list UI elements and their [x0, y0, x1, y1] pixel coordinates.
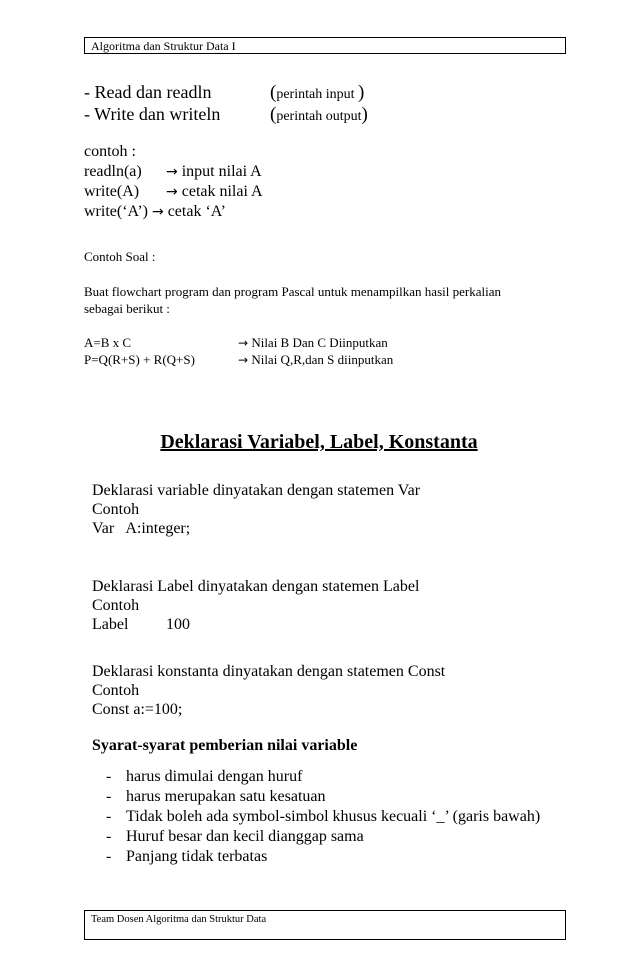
write-line: [84, 104, 220, 125]
arrow-right-icon: →: [166, 184, 178, 200]
contoh-code-3: write(‘A’) → cetak ‘A’: [84, 203, 226, 220]
write-note: (perintah output): [270, 104, 368, 125]
list-item: - Huruf besar dan kecil dianggap sama: [106, 828, 364, 845]
page-header: [84, 37, 566, 54]
list-item: - harus dimulai dengan huruf: [106, 768, 303, 785]
read-label: - Read dan readln: [84, 82, 212, 102]
formula-2-expr: P=Q(R+S) + R(Q+S): [84, 352, 195, 367]
soal-text-2: sebagai berikut :: [84, 301, 170, 316]
arrow-right-icon: →: [238, 336, 249, 350]
const-line-3: Const a:=100;: [92, 701, 183, 718]
syarat-list: [92, 767, 540, 867]
var-line-1: Deklarasi variable dinyatakan dengan statemen Var: [92, 482, 421, 499]
footer-text: Team Dosen Algoritma dan Struktur Data: [91, 914, 267, 925]
var-line-2: Contoh: [92, 501, 140, 518]
formula-2-desc: → Nilai Q,R,dan S diinputkan: [238, 352, 394, 367]
arrow-right-icon: →: [166, 164, 178, 180]
read-note: (perintah input ): [270, 82, 365, 103]
label-line-2: Contoh: [92, 597, 140, 614]
soal-heading: Contoh Soal :: [84, 249, 156, 264]
contoh-code-2: write(A): [84, 183, 140, 200]
contoh-code-1: readln(a): [84, 163, 142, 180]
read-line: [84, 82, 211, 103]
var-line-3: Var A:integer;: [92, 520, 191, 537]
label-line-3-keyword: Label: [92, 616, 129, 633]
write-label: - Write dan writeln: [84, 104, 221, 124]
arrow-right-icon: →: [151, 204, 164, 220]
const-line-1: Deklarasi konstanta dinyatakan dengan statemen Const: [92, 663, 446, 680]
arrow-right-icon: →: [238, 353, 249, 367]
section-title: Deklarasi Variabel, Label, Konstanta: [160, 431, 478, 453]
const-line-2: Contoh: [92, 682, 140, 699]
soal-text-1: Buat flowchart program dan program Pascal untuk menampilkan hasil perkalian: [84, 284, 501, 299]
label-line-3-value: 100: [166, 616, 190, 633]
formula-1-expr: A=B x C: [84, 335, 132, 350]
syarat-heading: Syarat-syarat pemberian nilai variable: [92, 737, 358, 754]
list-item: - Tidak boleh ada symbol-simbol khusus kecuali ‘_’ (garis bawah): [106, 808, 541, 825]
page-footer: [84, 910, 566, 940]
list-item: - harus merupakan satu kesatuan: [106, 788, 326, 805]
formula-1-desc: → Nilai B Dan C Diinputkan: [238, 335, 388, 350]
list-item: - Panjang tidak terbatas: [106, 848, 268, 865]
header-title: Algoritma dan Struktur Data I: [91, 39, 236, 53]
contoh-desc-1: → input nilai A: [166, 163, 262, 180]
contoh-heading: contoh :: [84, 143, 136, 160]
contoh-desc-2: → cetak nilai A: [166, 183, 263, 200]
label-line-1: Deklarasi Label dinyatakan dengan statemen Label: [92, 578, 420, 595]
